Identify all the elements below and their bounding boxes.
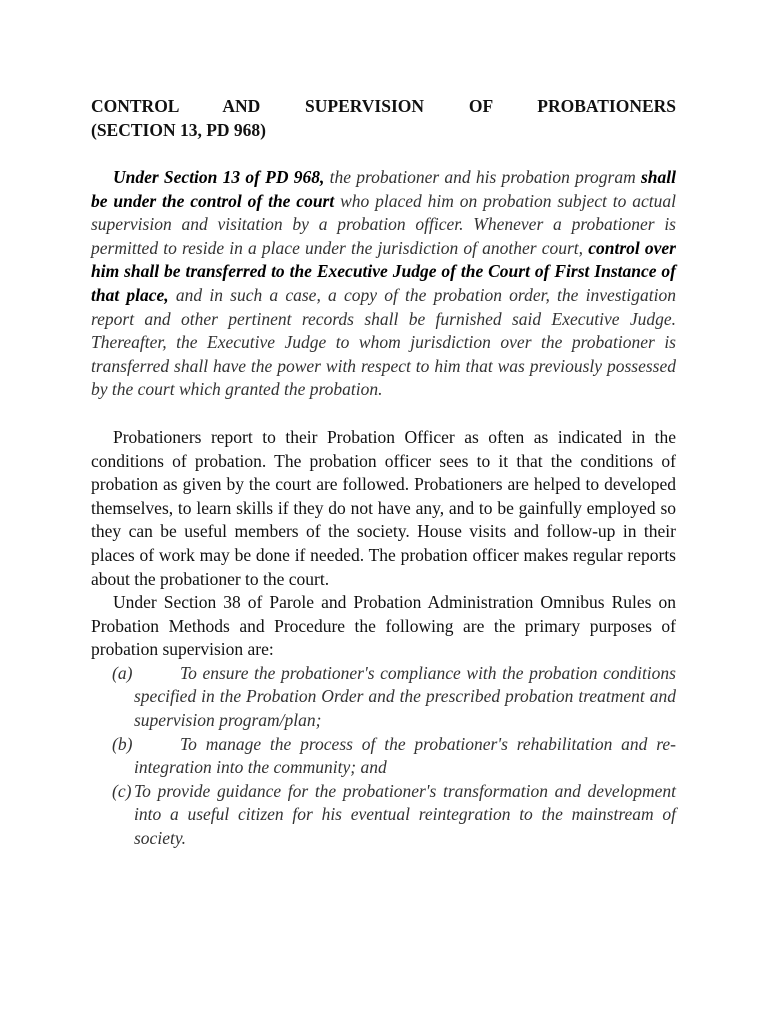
list-item — [91, 662, 676, 733]
list-marker: (c) — [112, 780, 132, 801]
list-item-text: To ensure the probationer's compliance with the probation conditions specified in the Probation Order and the prescribed probation treatment and supervision program/plan; — [134, 662, 676, 731]
list-item — [91, 780, 676, 851]
paragraph-text: the probationer and his probation program — [324, 167, 641, 187]
document-page — [91, 94, 676, 851]
list-item — [91, 733, 676, 780]
bold-phrase-section: Under Section 13 of PD 968, — [113, 167, 325, 187]
paragraph-probation-officer: Probationers report to their Probation Officer as often as indicated in the conditions of probation. The probation officer sees to it that the conditions of probation as given by the court are followed. Probationers are helped to developed themselves, to learn skills if they do not have any, and to be gainfully employed so they can be useful members of the society. House visits and follow-up in their places of work may be done if needed. The probation officer makes regular reports about the probationer to the court. — [91, 426, 676, 589]
section-subheading: (SECTION 13, PD 968) — [91, 120, 267, 140]
bold-phrase-control: shall be under the control of the court — [91, 167, 677, 211]
paragraph-section-38: Under Section 38 of Parole and Probation Administration Omnibus Rules on Probation Methods and Procedure the following are the primary purposes of probation supervision are: — [91, 592, 676, 660]
list-marker: (b) — [112, 733, 133, 754]
list-item-text: To provide guidance for the probationer's transformation and development into a useful citizen for his eventual reintegration to the mainstream of society. — [134, 780, 676, 849]
paragraph-text: and in such a case, a copy of the probation order, the investigation report and other pertinent records shall be furnished said Executive Judge. Thereafter, the Executive Judge to whom jurisdiction over the probationer is transferred shall have the power with respect to him that was previously possessed by the court which granted the probation. — [91, 284, 677, 400]
list-marker: (a) — [112, 662, 133, 683]
purposes-list — [91, 662, 676, 851]
bold-phrase-transfer: control over him shall be transferred to the Executive Judge of the Court of First Instance of that place, — [91, 237, 676, 305]
paragraph-text: who placed him on probation subject to actual supervision and visitation by a probation officer. Whenever a probationer is permitted to reside in a place under the jurisdiction of another court, — [91, 190, 676, 258]
paragraph-section-13 — [91, 166, 676, 402]
section-heading: CONTROL AND SUPERVISION OF PROBATIONERS — [91, 96, 676, 116]
list-item-text: To manage the process of the probationer's rehabilitation and re-integration into the community; and — [134, 733, 676, 778]
